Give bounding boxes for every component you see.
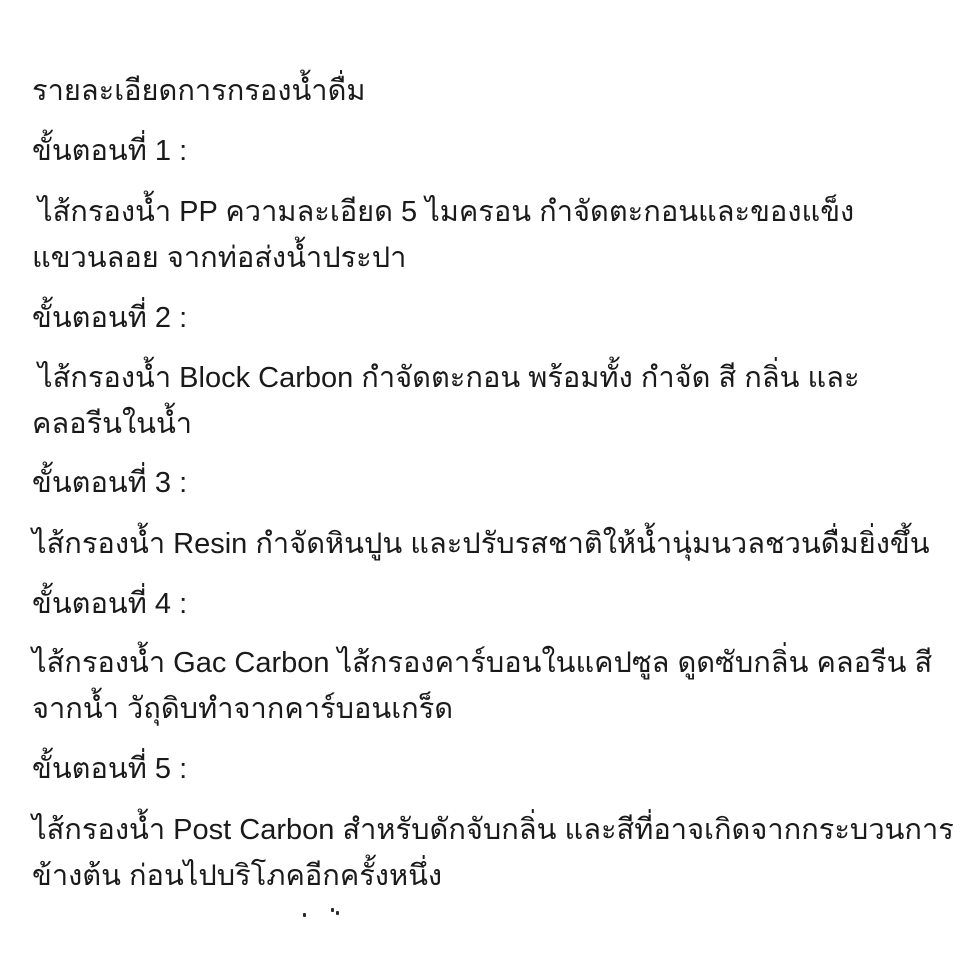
step-3-description-line-1: ไส้กรองน้ำ Resin กำจัดหินปูน และปรับรสชาติให้น้ำนุ่มนวลชวนดื่มยิ่งขึ้น: [32, 528, 930, 560]
step-5-heading: ขั้นตอนที่ 5 :: [32, 753, 188, 785]
step-5-description-line-1: ไส้กรองน้ำ Post Carbon สำหรับดักจับกลิ่น และสีที่อาจเกิดจากกระบวนการ: [32, 814, 954, 846]
step-4-description-line-2: จากน้ำ วัถุดิบทำจากคาร์บอนเกร็ด: [32, 693, 454, 725]
step-4-heading: ขั้นตอนที่ 4 :: [32, 588, 188, 620]
cut-off-text-fragment: [300, 903, 360, 923]
step-2-heading: ขั้นตอนที่ 2 :: [32, 302, 188, 334]
step-5-description-line-2: ข้างต้น ก่อนไปบริโภคอีกครั้งหนึ่ง: [32, 860, 443, 892]
step-1-description-line-2: แขวนลอย จากท่อส่งน้ำประปา: [32, 242, 407, 274]
step-1-description-line-1: ไส้กรองน้ำ PP ความละเอียด 5 ไมครอน กำจัดตะกอนและของแข็ง: [38, 196, 855, 228]
step-3-heading: ขั้นตอนที่ 3 :: [32, 467, 188, 499]
step-4-description-line-1: ไส้กรองน้ำ Gac Carbon ไส้กรองคาร์บอนในแคปซูล ดูดซับกลิ่น คลอรีน สี: [32, 647, 933, 679]
step-2-description-line-2: คลอรีนในน้ำ: [32, 408, 193, 440]
step-1-heading: ขั้นตอนที่ 1 :: [32, 135, 188, 167]
step-2-description-line-1: ไส้กรองน้ำ Block Carbon กำจัดตะกอน พร้อมทั้ง กำจัด สี กลิ่น และ: [38, 362, 860, 394]
document-title: รายละเอียดการกรองน้ำดื่ม: [32, 75, 366, 107]
